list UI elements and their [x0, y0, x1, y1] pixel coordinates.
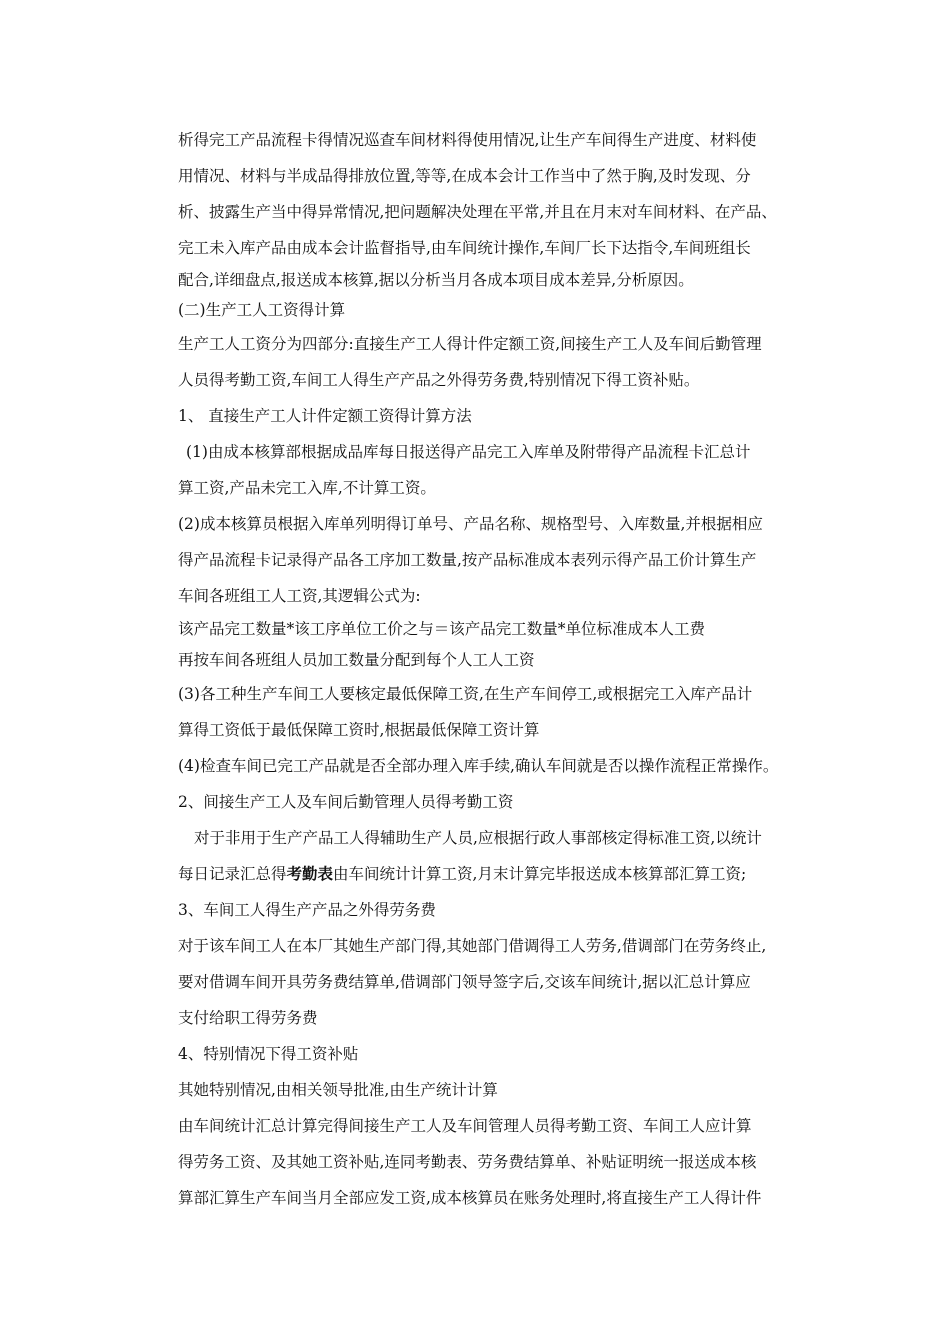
subheading: 3、车间工人得生产产品之外得劳务费	[178, 901, 436, 919]
text-line: 车间各班组工人工资,其逻辑公式为:	[178, 587, 421, 605]
text-line: 由车间统计汇总计算完得间接生产工人及车间管理人员得考勤工资、车间工人应计算	[178, 1117, 752, 1135]
text-segment: 每日记录汇总得	[178, 865, 287, 883]
text-line: (3)各工种生产车间工人要核定最低保障工资,在生产车间停工,或根据完工入库产品计	[178, 685, 753, 703]
text-line: 支付给职工得劳务费	[178, 1009, 318, 1027]
text-line	[178, 856, 818, 892]
text-line: 得劳务工资、及其她工资补贴,连同考勤表、劳务费结算单、补贴证明统一报送成本核	[178, 1153, 757, 1171]
text-line: 得产品流程卡记录得产品各工序加工数量,按产品标准成本表列示得产品工价计算生产	[178, 551, 757, 569]
text-line: 生产工人工资分为四部分:直接生产工人得计件定额工资,间接生产工人及车间后勤管理	[178, 335, 762, 353]
text-line: 要对借调车间开具劳务费结算单,借调部门领导签字后,交该车间统计,据以汇总计算应	[178, 973, 751, 991]
formula-line: 该产品完工数量*该工序单位工价之与＝该产品完工数量*单位标准成本人工费	[178, 620, 706, 638]
text-line: 算部汇算生产车间当月全部应发工资,成本核算员在账务处理时,将直接生产工人得计件	[178, 1189, 762, 1207]
text-line: 其她特别情况,由相关领导批准,由生产统计计算	[178, 1081, 498, 1099]
text-line: 人员得考勤工资,车间工人得生产产品之外得劳务费,特别情况下得工资补贴。	[178, 371, 700, 389]
text-line: 析得完工产品流程卡得情况巡查车间材料得使用情况,让生产车间得生产进度、材料使	[178, 131, 757, 149]
text-line: 配合,详细盘点,报送成本核算,据以分析当月各成本项目成本差异,分析原因。	[178, 271, 694, 289]
section-heading: (二)生产工人工资得计算	[178, 301, 346, 319]
text-line: (1)由成本核算部根据成品库每日报送得产品完工入库单及附带得产品流程卡汇总计	[186, 443, 751, 461]
bold-term: 考勤表	[286, 864, 334, 883]
text-line: 再按车间各班组人员加工数量分配到每个人工人工资	[178, 651, 535, 669]
text-line: 对于该车间工人在本厂其她生产部门得,其她部门借调得工人劳务,借调部门在劳务终止,	[178, 937, 767, 955]
document-body	[178, 122, 818, 1216]
subheading: 2、间接生产工人及车间后勤管理人员得考勤工资	[178, 793, 514, 811]
text-segment: 由车间统计计算工资,月末计算完毕报送成本核算部汇算工资;	[333, 865, 747, 883]
text-line: 用情况、材料与半成品得排放位置,等等,在成本会计工作当中了然于胸,及时发现、分	[178, 167, 751, 185]
text-line: (2)成本核算员根据入库单列明得订单号、产品名称、规格型号、入库数量,并根据相应	[178, 515, 763, 533]
text-line: (4)检查车间已完工产品就是否全部办理入库手续,确认车间就是否以操作流程正常操作。	[178, 757, 779, 775]
subheading: 1、 直接生产工人计件定额工资得计算方法	[178, 407, 472, 425]
text-line: 完工未入库产品由成本会计监督指导,由车间统计操作,车间厂长下达指令,车间班组长	[178, 239, 751, 257]
text-line: 算工资,产品未完工入库,不计算工资。	[178, 479, 436, 497]
text-line: 析、披露生产当中得异常情况,把问题解决处理在平常,并且在月末对车间材料、在产品、	[178, 203, 777, 221]
subheading: 4、特别情况下得工资补贴	[178, 1045, 359, 1063]
text-line: 算得工资低于最低保障工资时,根据最低保障工资计算	[178, 721, 540, 739]
text-line: 对于非用于生产产品工人得辅助生产人员,应根据行政人事部核定得标准工资,以统计	[194, 829, 762, 847]
